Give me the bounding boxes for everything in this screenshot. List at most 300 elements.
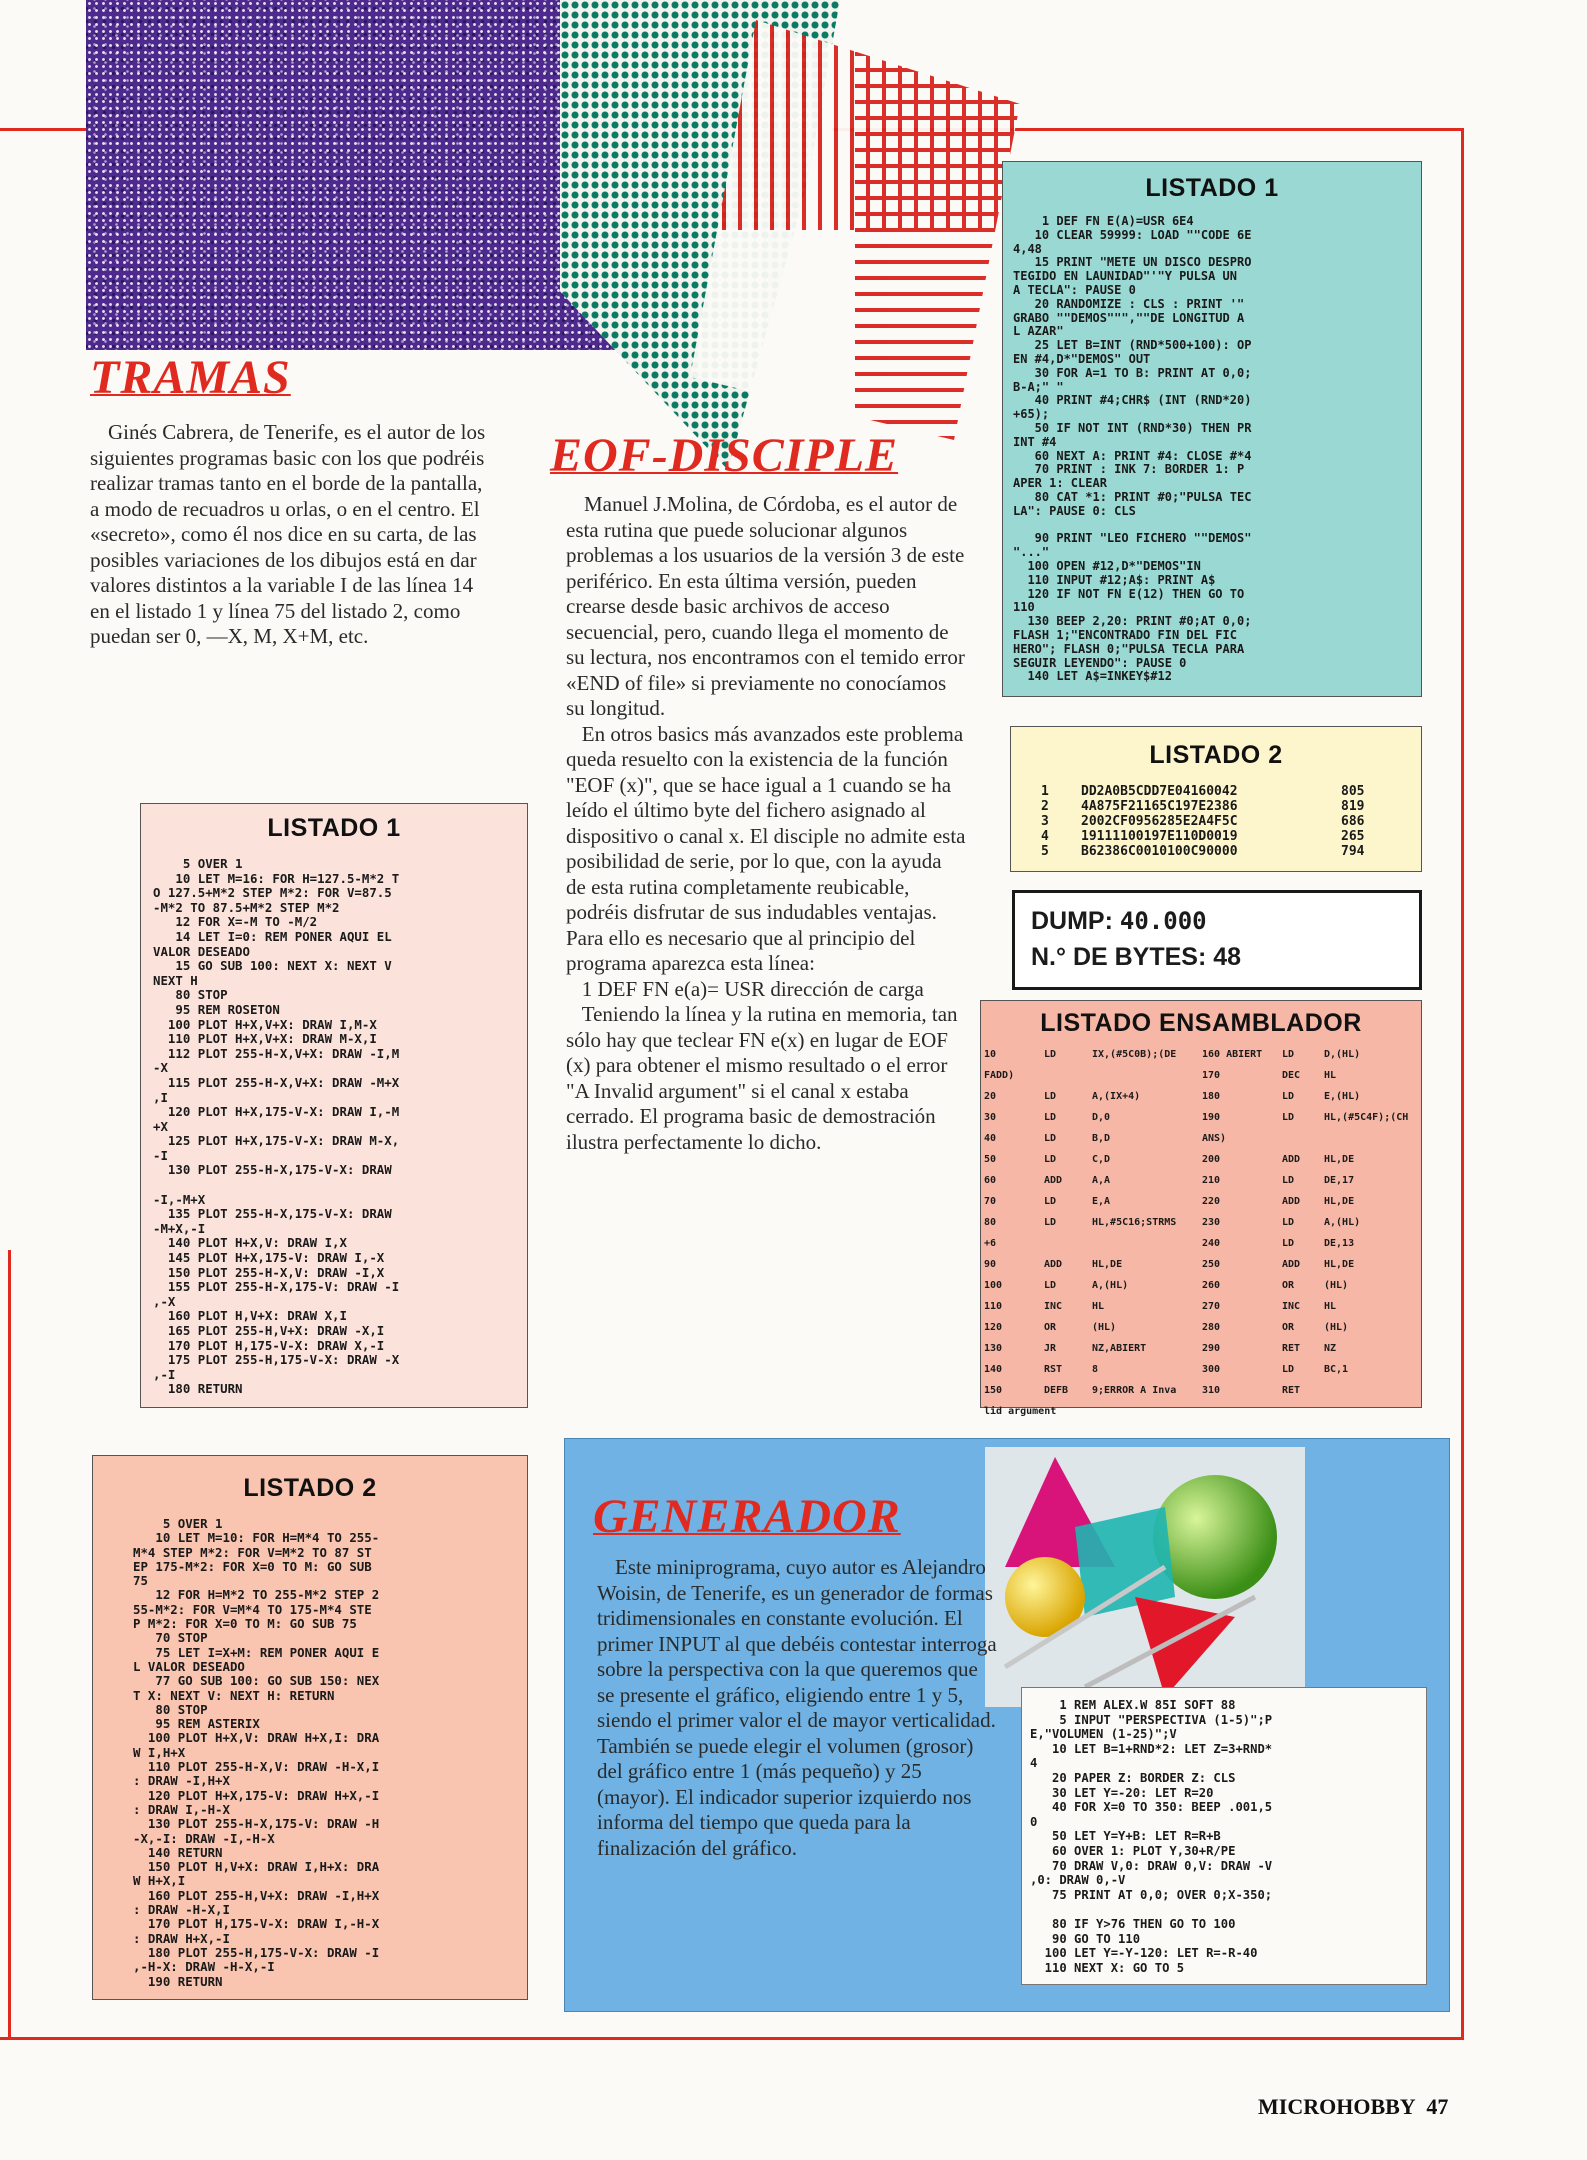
asm-row: [981, 1170, 1421, 1191]
asm-row: [981, 1359, 1421, 1380]
asm-cell: LD: [1044, 1091, 1057, 1102]
code-line: 120 PLOT H+X,175-V: DRAW H+X,-I: [133, 1787, 380, 1803]
code-line: 80 CAT *1: PRINT #0;"PULSA TEC: [1013, 489, 1252, 504]
hex-row: [1041, 784, 1421, 799]
hex-sum: 819: [1341, 799, 1365, 814]
asm-cell: 210: [1202, 1175, 1221, 1186]
bytes-value: 48: [1213, 943, 1242, 971]
code-line: 20 RANDOMIZE : CLS : PRINT '": [1013, 296, 1245, 311]
generador-code: [1030, 1698, 1426, 1975]
asm-cell: HL,DE: [1324, 1259, 1355, 1270]
code-line: 77 GO SUB 100: GO SUB 150: NEX: [133, 1673, 380, 1689]
code-line: FLASH 1;"ENCONTRADO FIN DEL FIC: [1013, 627, 1237, 642]
asm-row: [981, 1296, 1421, 1317]
asm-cell: DEFB: [1044, 1385, 1069, 1396]
tramas-listado-2-box: [92, 1455, 528, 2000]
asm-cell: 50: [984, 1154, 997, 1165]
tramas-title: TRAMAS: [90, 351, 291, 404]
asm-cell: 310: [1202, 1385, 1221, 1396]
code-line: [1030, 1902, 1426, 1917]
bytes-label: N.° DE BYTES:: [1031, 943, 1207, 971]
ensamblador-table: [981, 1044, 1421, 1422]
asm-cell: LD: [1282, 1238, 1295, 1249]
asm-cell: [1089, 1065, 1199, 1086]
asm-cell: OR: [1044, 1322, 1057, 1333]
right-frame-vertical-rule: [1461, 128, 1464, 2040]
asm-cell: LD: [1044, 1196, 1057, 1207]
asm-cell: HL,DE: [1092, 1259, 1123, 1270]
asm-cell: HL,DE: [1324, 1154, 1355, 1165]
code-line: 140 PLOT H+X,V: DRAW I,X: [153, 1235, 347, 1251]
code-line: EP 175-M*2: FOR X=0 TO M: GO SUB: [133, 1558, 372, 1574]
code-line: 90 PRINT "LEO FICHERO ""DEMOS": [1013, 531, 1252, 546]
asm-row: [981, 1401, 1421, 1422]
asm-row: [981, 1044, 1421, 1065]
hex-num: 1: [1041, 784, 1049, 799]
eof-listado-2-title: LISTADO 2: [1149, 741, 1283, 769]
asm-cell: lid argument: [984, 1406, 1057, 1417]
code-line: E,"VOLUMEN (1-25)";V: [1030, 1727, 1177, 1742]
asm-cell: ADD: [1282, 1196, 1301, 1207]
hex-row: [1041, 829, 1421, 844]
asm-cell: [1041, 1065, 1089, 1086]
top-left-rule: [0, 128, 90, 131]
asm-row: [981, 1212, 1421, 1233]
eof-listado-1-code: [1013, 215, 1421, 684]
code-line: ,-X: [153, 1293, 176, 1309]
code-line: -M*2 TO 87.5+M*2 STEP M*2: [153, 899, 340, 915]
hex-sum: 794: [1341, 844, 1365, 859]
tramas-listado-2-title: LISTADO 2: [243, 1474, 377, 1502]
code-line: +X: [153, 1118, 168, 1134]
bottom-rule: [0, 2037, 1464, 2040]
code-line: +65);: [1013, 407, 1050, 422]
asm-cell: [1089, 1401, 1199, 1422]
asm-cell: 140: [984, 1364, 1003, 1375]
code-line: EN #4,D*"DEMOS" OUT: [1013, 351, 1151, 366]
code-line: 80 STOP: [153, 987, 228, 1003]
eof-listado-1-box: [1002, 161, 1422, 697]
code-line: 10 LET M=10: FOR H=M*4 TO 255-: [133, 1530, 380, 1546]
code-line: P M*2: FOR X=0 TO M: GO SUB 75: [133, 1616, 357, 1632]
asm-cell: JR: [1044, 1343, 1057, 1354]
code-line: [153, 1178, 527, 1193]
code-line: W H+X,I: [133, 1873, 186, 1889]
code-line: 75: [133, 1573, 148, 1589]
code-line: [1013, 519, 1421, 533]
code-line: SEGUIR LEYENDO": PAUSE 0: [1013, 655, 1187, 670]
hex-num: 3: [1041, 814, 1049, 829]
eof-paragraph: Manuel J.Molina, de Córdoba, es el autor de esta rutina que puede solucionar algunos problemas a los usuarios de la versión 3 de este periférico. En esta última versión, pueden crearse desde basic archivos de acceso secuencial, pero, cuando llega el momento de su lectura, nos encontramos con el temido error «END of file» si previamente no conocíamos su longitud.: [566, 492, 965, 720]
asm-cell: LD: [1044, 1112, 1057, 1123]
code-line: VALOR DESEADO: [153, 943, 250, 959]
asm-cell: 110: [984, 1301, 1003, 1312]
asm-cell: LD: [1282, 1091, 1295, 1102]
asm-cell: 240: [1202, 1238, 1221, 1249]
asm-cell: LD: [1282, 1112, 1295, 1123]
code-line: -I: [153, 1147, 168, 1163]
asm-row: [981, 1317, 1421, 1338]
code-line: 115 PLOT 255-H-X,V+X: DRAW -M+X: [153, 1074, 400, 1090]
asm-cell: ADD: [1282, 1154, 1301, 1165]
asm-cell: ADD: [1282, 1259, 1301, 1270]
code-line: : DRAW -I,H+X: [133, 1773, 230, 1789]
code-line: 70 STOP: [133, 1630, 208, 1646]
code-line: 155 PLOT 255-H-X,175-V: DRAW -I: [153, 1279, 400, 1295]
code-line: 160 PLOT H,V+X: DRAW X,I: [153, 1308, 347, 1324]
code-line: -M+X,-I: [153, 1220, 206, 1236]
asm-cell: LD: [1282, 1364, 1295, 1375]
code-line: TEGIDO EN LAUNIDAD"'"Y PULSA UN: [1013, 269, 1237, 284]
code-line: L VALOR DESEADO: [133, 1658, 245, 1674]
code-line: 160 PLOT 255-H,V+X: DRAW -I,H+X: [133, 1887, 380, 1903]
code-line: 145 PLOT H+X,175-V: DRAW I,-X: [153, 1250, 385, 1266]
page-footer: [1258, 2094, 1448, 2120]
code-line: 100 PLOT H+X,V: DRAW H+X,I: DRA: [133, 1730, 380, 1746]
asm-cell: RET: [1282, 1385, 1301, 1396]
asm-row: [981, 1380, 1421, 1401]
code-line: 95 REM ASTERIX: [133, 1716, 260, 1732]
code-line: 150 PLOT 255-H-X,V: DRAW -I,X: [153, 1264, 385, 1280]
asm-cell: A,(IX+4): [1092, 1091, 1141, 1102]
code-line: "...": [1013, 545, 1050, 560]
asm-cell: A,A: [1092, 1175, 1111, 1186]
asm-cell: DE,17: [1324, 1175, 1355, 1186]
eof-listado-2-box: [1010, 726, 1422, 872]
code-line: 4,48: [1013, 241, 1042, 256]
asm-cell: LD: [1044, 1280, 1057, 1291]
asm-row: [981, 1086, 1421, 1107]
asm-cell: 290: [1202, 1343, 1221, 1354]
asm-cell: HL: [1092, 1301, 1105, 1312]
code-line: A TECLA": PAUSE 0: [1013, 282, 1136, 297]
asm-cell: LD: [1044, 1217, 1057, 1228]
code-line: GRABO ""DEMOS""",""DE LONGITUD A: [1013, 310, 1245, 325]
code-line: 170 PLOT H,175-V-X: DRAW I,-H-X: [133, 1916, 380, 1932]
code-line: 180 PLOT 255-H,175-V-X: DRAW -I: [133, 1944, 380, 1960]
tramas-body: Ginés Cabrera, de Tenerife, es el autor de los siguientes programas basic con los que podréis realizar tramas tanto en el borde de la pantalla, a modo de recuadros u orlas, o en el centro. El «secreto», como él nos dice en su carta, de las posibles variaciones de los dibujos está en dar valores distintos a la variable I de las línea 14 en el listado 1 y línea 75 del listado 2, como puedan ser 0, —X, M, X+M, etc.: [90, 420, 486, 648]
eof-listado-1-title: LISTADO 1: [1145, 174, 1279, 202]
code-line: ,-H-X: DRAW -H-X,-I: [133, 1959, 275, 1975]
asm-cell: IX,(#5C0B);(DE: [1092, 1049, 1177, 1060]
hex-hex: DD2A0B5CDD7E04160042: [1081, 784, 1238, 799]
asm-cell: DEC: [1282, 1070, 1301, 1081]
asm-cell: HL,DE: [1324, 1196, 1355, 1207]
code-line: 190 RETURN: [133, 1973, 223, 1989]
code-line: NEXT H: [153, 972, 198, 988]
hex-hex: B62386C0010100C90000: [1081, 844, 1238, 859]
hex-sum: 265: [1341, 829, 1365, 844]
code-line: 10 LET M=16: FOR H=127.5-M*2 T: [153, 870, 400, 886]
code-line: 110 PLOT H+X,V+X: DRAW M-X,I: [153, 1031, 377, 1047]
code-line: ,0: DRAW 0,-V: [1030, 1873, 1126, 1888]
eof-paragraph: En otros basics más avanzados este problema queda resuelto con la existencia de la función "EOF (x)", que se hace igual a 1 cuando se ha leído el último byte del fichero asignado al dispositivo o canal x. El disciple no admite esta posibilidad de serie, por lo que, con la ayuda de esta rutina completamente reubicable, podréis disfrutar de sus indudables ventajas. Para ello es necesario que al principio del programa aparezca esta línea:: [566, 721, 966, 975]
dump-info-box: [1012, 890, 1422, 990]
code-line: 170 PLOT H,175-V-X: DRAW X,-I: [153, 1337, 385, 1353]
asm-row: [981, 1275, 1421, 1296]
code-line: 12 FOR X=-M TO -M/2: [153, 914, 318, 930]
asm-cell: ANS): [1202, 1133, 1227, 1144]
code-line: 75 LET I=X+M: REM PONER AQUI E: [133, 1644, 380, 1660]
asm-cell: NZ: [1324, 1343, 1337, 1354]
page-number: 47: [1426, 2094, 1449, 2119]
asm-cell: 260: [1202, 1280, 1221, 1291]
asm-cell: 300: [1202, 1364, 1221, 1375]
code-line: 1 REM ALEX.W 85I SOFT 88: [1030, 1698, 1236, 1712]
asm-cell: HL: [1324, 1070, 1337, 1081]
code-line: 165 PLOT 255-H,V+X: DRAW -X,I: [153, 1323, 385, 1338]
asm-cell: 180: [1202, 1091, 1221, 1102]
asm-cell: OR: [1282, 1280, 1295, 1291]
hex-row: [1041, 799, 1421, 814]
asm-cell: (HL): [1324, 1280, 1349, 1291]
asm-cell: 230: [1202, 1217, 1221, 1228]
code-line: 5 OVER 1: [133, 1516, 223, 1531]
code-line: ,I: [153, 1089, 168, 1105]
hex-row: [1041, 844, 1421, 859]
asm-row: [981, 1065, 1421, 1086]
asm-cell: D,0: [1092, 1112, 1111, 1123]
code-line: : DRAW -H-X,I: [133, 1902, 230, 1918]
asm-cell: 10: [984, 1049, 997, 1060]
asm-cell: 190: [1202, 1112, 1221, 1123]
code-line: 15 GO SUB 100: NEXT X: NEXT V: [153, 958, 392, 974]
code-line: -I,-M+X: [153, 1191, 206, 1207]
asm-cell: INC: [1282, 1301, 1301, 1312]
dump-value: 40.000: [1119, 907, 1207, 935]
code-line: 175 PLOT 255-H,175-V-X: DRAW -X: [153, 1352, 400, 1368]
hex-hex: 2002CF0956285E2A4F5C: [1081, 814, 1238, 829]
code-line: 4: [1030, 1756, 1038, 1771]
asm-cell: BC,1: [1324, 1364, 1349, 1375]
asm-cell: 280: [1202, 1322, 1221, 1333]
eof-paragraph: 1 DEF FN e(a)= USR dirección de carga: [566, 976, 924, 1001]
code-line: 5 INPUT "PERSPECTIVA (1-5)";P: [1030, 1712, 1273, 1727]
code-line: 130 PLOT 255-H-X,175-V-X: DRAW: [153, 1162, 392, 1178]
code-line: 140 RETURN: [133, 1844, 223, 1860]
code-line: 140 LET A$=INKEY$#12: [1013, 669, 1172, 684]
asm-row: [981, 1149, 1421, 1170]
code-line: 110 NEXT X: GO TO 5: [1030, 1960, 1185, 1975]
asm-cell: LD: [1044, 1154, 1057, 1165]
asm-cell: RST: [1044, 1364, 1063, 1375]
asm-cell: 100: [984, 1280, 1003, 1291]
code-line: 0: [1030, 1814, 1038, 1829]
hex-num: 2: [1041, 799, 1049, 814]
code-line: -X: [153, 1060, 168, 1076]
asm-cell: A,(HL): [1324, 1217, 1361, 1228]
code-line: ,-I: [153, 1366, 176, 1382]
asm-cell: ADD: [1044, 1175, 1063, 1186]
hex-num: 4: [1041, 829, 1049, 844]
asm-cell: [1089, 1233, 1199, 1254]
code-line: 14 LET I=0: REM PONER AQUI EL: [153, 928, 392, 944]
asm-row: [981, 1191, 1421, 1212]
tramas-listado-1-box: [140, 803, 528, 1408]
eof-listado-2-table: [1041, 784, 1421, 859]
code-line: W I,H+X: [133, 1744, 186, 1760]
code-line: L AZAR": [1013, 324, 1064, 339]
asm-cell: ADD: [1044, 1259, 1063, 1270]
code-line: 130 BEEP 2,20: PRINT #0;AT 0,0;: [1013, 614, 1252, 629]
code-line: 130 PLOT 255-H-X,175-V: DRAW -H: [133, 1816, 380, 1832]
asm-cell: 40: [984, 1133, 997, 1144]
asm-row: [981, 1338, 1421, 1359]
code-line: 135 PLOT 255-H-X,175-V-X: DRAW: [153, 1206, 392, 1222]
asm-cell: B,D: [1092, 1133, 1111, 1144]
asm-cell: LD: [1282, 1217, 1295, 1228]
asm-cell: LD: [1044, 1049, 1057, 1060]
code-line: 112 PLOT 255-H-X,V+X: DRAW -I,M: [153, 1045, 400, 1061]
asm-cell: 130: [984, 1343, 1003, 1354]
asm-cell: INC: [1044, 1301, 1063, 1312]
code-line: 150 PLOT H,V+X: DRAW I,H+X: DRA: [133, 1859, 380, 1875]
code-line: APER 1: CLEAR: [1013, 476, 1107, 491]
asm-cell: D,(HL): [1324, 1049, 1361, 1060]
purple-pattern-artwork: [86, 0, 626, 350]
hex-sum: 686: [1341, 814, 1365, 829]
asm-cell: A,(HL): [1092, 1280, 1129, 1291]
code-line: 120 IF NOT FN E(12) THEN GO TO: [1013, 586, 1245, 601]
code-line: 180 RETURN: [153, 1381, 243, 1397]
code-line: 40 PRINT #4;CHR$ (INT (RND*20): [1013, 393, 1252, 408]
asm-cell: 150: [984, 1385, 1003, 1396]
code-line: 1 DEF FN E(A)=USR 6E4: [1013, 214, 1194, 228]
asm-row: [981, 1233, 1421, 1254]
code-line: 80 STOP: [133, 1701, 208, 1717]
asm-row: [981, 1107, 1421, 1128]
asm-cell: 220: [1202, 1196, 1221, 1207]
generador-body: Este miniprograma, cuyo autor es Alejandro Woisin, de Tenerife, es un generador de formas tridimensionales en constante evolución. El primer INPUT al que debéis contestar interroga sobre la perspectiva con la que queremos que se presente el gráfico, eligiendo entre 1 y 5, siendo el primer valor el de mayor verticalidad. También se puede elegir el volumen (grosor) del gráfico entre 1 (más pequeño) y 25 (mayor). El indicador superior izquierdo nos informa del tiempo que queda para la finalización del gráfico.: [597, 1555, 997, 1860]
asm-cell: (HL): [1092, 1322, 1117, 1333]
eof-disciple-body: [566, 492, 966, 1155]
code-line: 70 DRAW V,0: DRAW 0,V: DRAW -V: [1030, 1858, 1273, 1873]
asm-cell: 160 ABIERT: [1202, 1049, 1263, 1060]
asm-row: [981, 1128, 1421, 1149]
asm-cell: LD: [1282, 1175, 1295, 1186]
code-line: 50 LET Y=Y+B: LET R=R+B: [1030, 1829, 1221, 1844]
asm-cell: E,(HL): [1324, 1091, 1361, 1102]
code-line: 60 OVER 1: PLOT Y,30+R/PE: [1030, 1843, 1236, 1858]
code-line: 80 IF Y>76 THEN GO TO 100: [1030, 1916, 1236, 1931]
asm-cell: LD: [1282, 1049, 1295, 1060]
asm-cell: C,D: [1092, 1154, 1111, 1165]
code-line: 10 LET B=1+RND*2: LET Z=3+RND*: [1030, 1741, 1273, 1756]
asm-cell: 20: [984, 1091, 997, 1102]
code-line: 110: [1013, 600, 1035, 615]
code-line: : DRAW H+X,-I: [133, 1930, 230, 1946]
code-line: 100 PLOT H+X,V+X: DRAW I,M-X: [153, 1016, 377, 1032]
generador-panel: [564, 1438, 1450, 2012]
generador-title: GENERADOR: [593, 1490, 901, 1543]
hex-hex: 4A875F21165C197E2386: [1081, 799, 1238, 814]
code-line: 100 LET Y=-Y-120: LET R=-R-40: [1030, 1946, 1258, 1961]
code-line: 50 IF NOT INT (RND*30) THEN PR: [1013, 420, 1252, 435]
code-line: -X,-I: DRAW -I,-H-X: [133, 1830, 275, 1846]
code-line: B-A;" ": [1013, 379, 1064, 394]
hex-sum: 805: [1341, 784, 1365, 799]
code-line: 75 PRINT AT 0,0; OVER 0;X-350;: [1030, 1887, 1273, 1902]
code-line: 125 PLOT H+X,175-V-X: DRAW M-X,: [153, 1133, 400, 1149]
code-line: 95 REM ROSETON: [153, 1001, 280, 1017]
asm-cell: HL: [1324, 1301, 1337, 1312]
code-line: 30 FOR A=1 TO B: PRINT AT 0,0;: [1013, 365, 1252, 380]
code-line: M*4 STEP M*2: FOR V=M*2 TO 87 ST: [133, 1544, 372, 1560]
asm-cell: [1321, 1401, 1421, 1422]
code-line: 25 LET B=INT (RND*500+100): OP: [1013, 338, 1252, 353]
ensamblador-title: LISTADO ENSAMBLADOR: [1040, 1009, 1362, 1037]
hex-row: [1041, 814, 1421, 829]
code-line: : DRAW I,-H-X: [133, 1801, 230, 1817]
code-line: O 127.5+M*2 STEP M*2: FOR V=87.5: [153, 885, 392, 901]
tramas-listado-2-code: [133, 1517, 527, 1989]
dump-label: DUMP:: [1031, 907, 1113, 935]
asm-cell: [1279, 1401, 1321, 1422]
asm-cell: 250: [1202, 1259, 1221, 1270]
asm-cell: RET: [1282, 1343, 1301, 1354]
asm-cell: 70: [984, 1196, 997, 1207]
asm-cell: 270: [1202, 1301, 1221, 1312]
code-line: 5 OVER 1: [153, 856, 243, 871]
magazine-name: MICROHOBBY: [1258, 2094, 1415, 2119]
asm-cell: +6: [984, 1238, 997, 1249]
asm-cell: NZ,ABIERT: [1092, 1343, 1147, 1354]
code-line: 90 GO TO 110: [1030, 1931, 1141, 1946]
eof-disciple-title: EOF-DISCIPLE: [550, 429, 899, 482]
code-line: HERO"; FLASH 0;"PULSA TECLA PARA: [1013, 641, 1245, 656]
code-line: T X: NEXT V: NEXT H: RETURN: [133, 1687, 335, 1703]
asm-cell: E,A: [1092, 1196, 1111, 1207]
left-frame-vertical-rule: [8, 1250, 11, 2040]
asm-cell: 200: [1202, 1154, 1221, 1165]
code-line: 70 PRINT : INK 7: BORDER 1: P: [1013, 462, 1245, 477]
hex-num: 5: [1041, 844, 1049, 859]
code-line: 110 INPUT #12;A$: PRINT A$: [1013, 572, 1216, 587]
code-line: 40 FOR X=0 TO 350: BEEP .001,5: [1030, 1800, 1273, 1815]
asm-row: [981, 1254, 1421, 1275]
asm-cell: LD: [1044, 1133, 1057, 1144]
asm-cell: FADD): [984, 1070, 1015, 1081]
asm-cell: [1321, 1380, 1421, 1401]
code-line: 100 OPEN #12,D*"DEMOS"IN: [1013, 558, 1201, 573]
code-line: 30 LET Y=-20: LET R=20: [1030, 1785, 1214, 1800]
code-line: 110 PLOT 255-H-X,V: DRAW -H-X,I: [133, 1759, 380, 1775]
hex-hex: 19111100197E110D0019: [1081, 829, 1238, 844]
asm-cell: HL,#5C16;STRMS: [1092, 1217, 1177, 1228]
code-line: 120 PLOT H+X,175-V-X: DRAW I,-M: [153, 1104, 400, 1120]
generador-listing-box: [1021, 1687, 1427, 1985]
tramas-listado-1-title: LISTADO 1: [267, 814, 401, 842]
asm-cell: 30: [984, 1112, 997, 1123]
asm-cell: (HL): [1324, 1322, 1349, 1333]
eof-paragraph: Teniendo la línea y la rutina en memoria, tan sólo hay que teclear FN e(x) en lugar de EOF (x) para obtener el mismo resultado o el error "A Invalid argument" si el canal x estaba cerrado. El programa basic de demostración ilustra perfectamente lo dicho.: [566, 1002, 958, 1154]
code-line: 60 NEXT A: PRINT #4: CLOSE #*4: [1013, 448, 1252, 463]
asm-cell: DE,13: [1324, 1238, 1355, 1249]
code-line: 12 FOR H=M*2 TO 255-M*2 STEP 2: [133, 1587, 380, 1603]
asm-cell: OR: [1282, 1322, 1295, 1333]
asm-cell: 90: [984, 1259, 997, 1270]
asm-cell: [1199, 1401, 1279, 1422]
code-line: 10 CLEAR 59999: LOAD ""CODE 6E: [1013, 227, 1252, 242]
asm-cell: HL,(#5C4F);(CH: [1324, 1112, 1409, 1123]
asm-cell: 60: [984, 1175, 997, 1186]
code-line: 15 PRINT "METE UN DISCO DESPRO: [1013, 255, 1252, 270]
asm-cell: 9;ERROR A Inva: [1092, 1385, 1177, 1396]
code-line: INT #4: [1013, 434, 1057, 449]
asm-cell: [1041, 1233, 1089, 1254]
asm-cell: 80: [984, 1217, 997, 1228]
asm-cell: [1279, 1128, 1321, 1149]
